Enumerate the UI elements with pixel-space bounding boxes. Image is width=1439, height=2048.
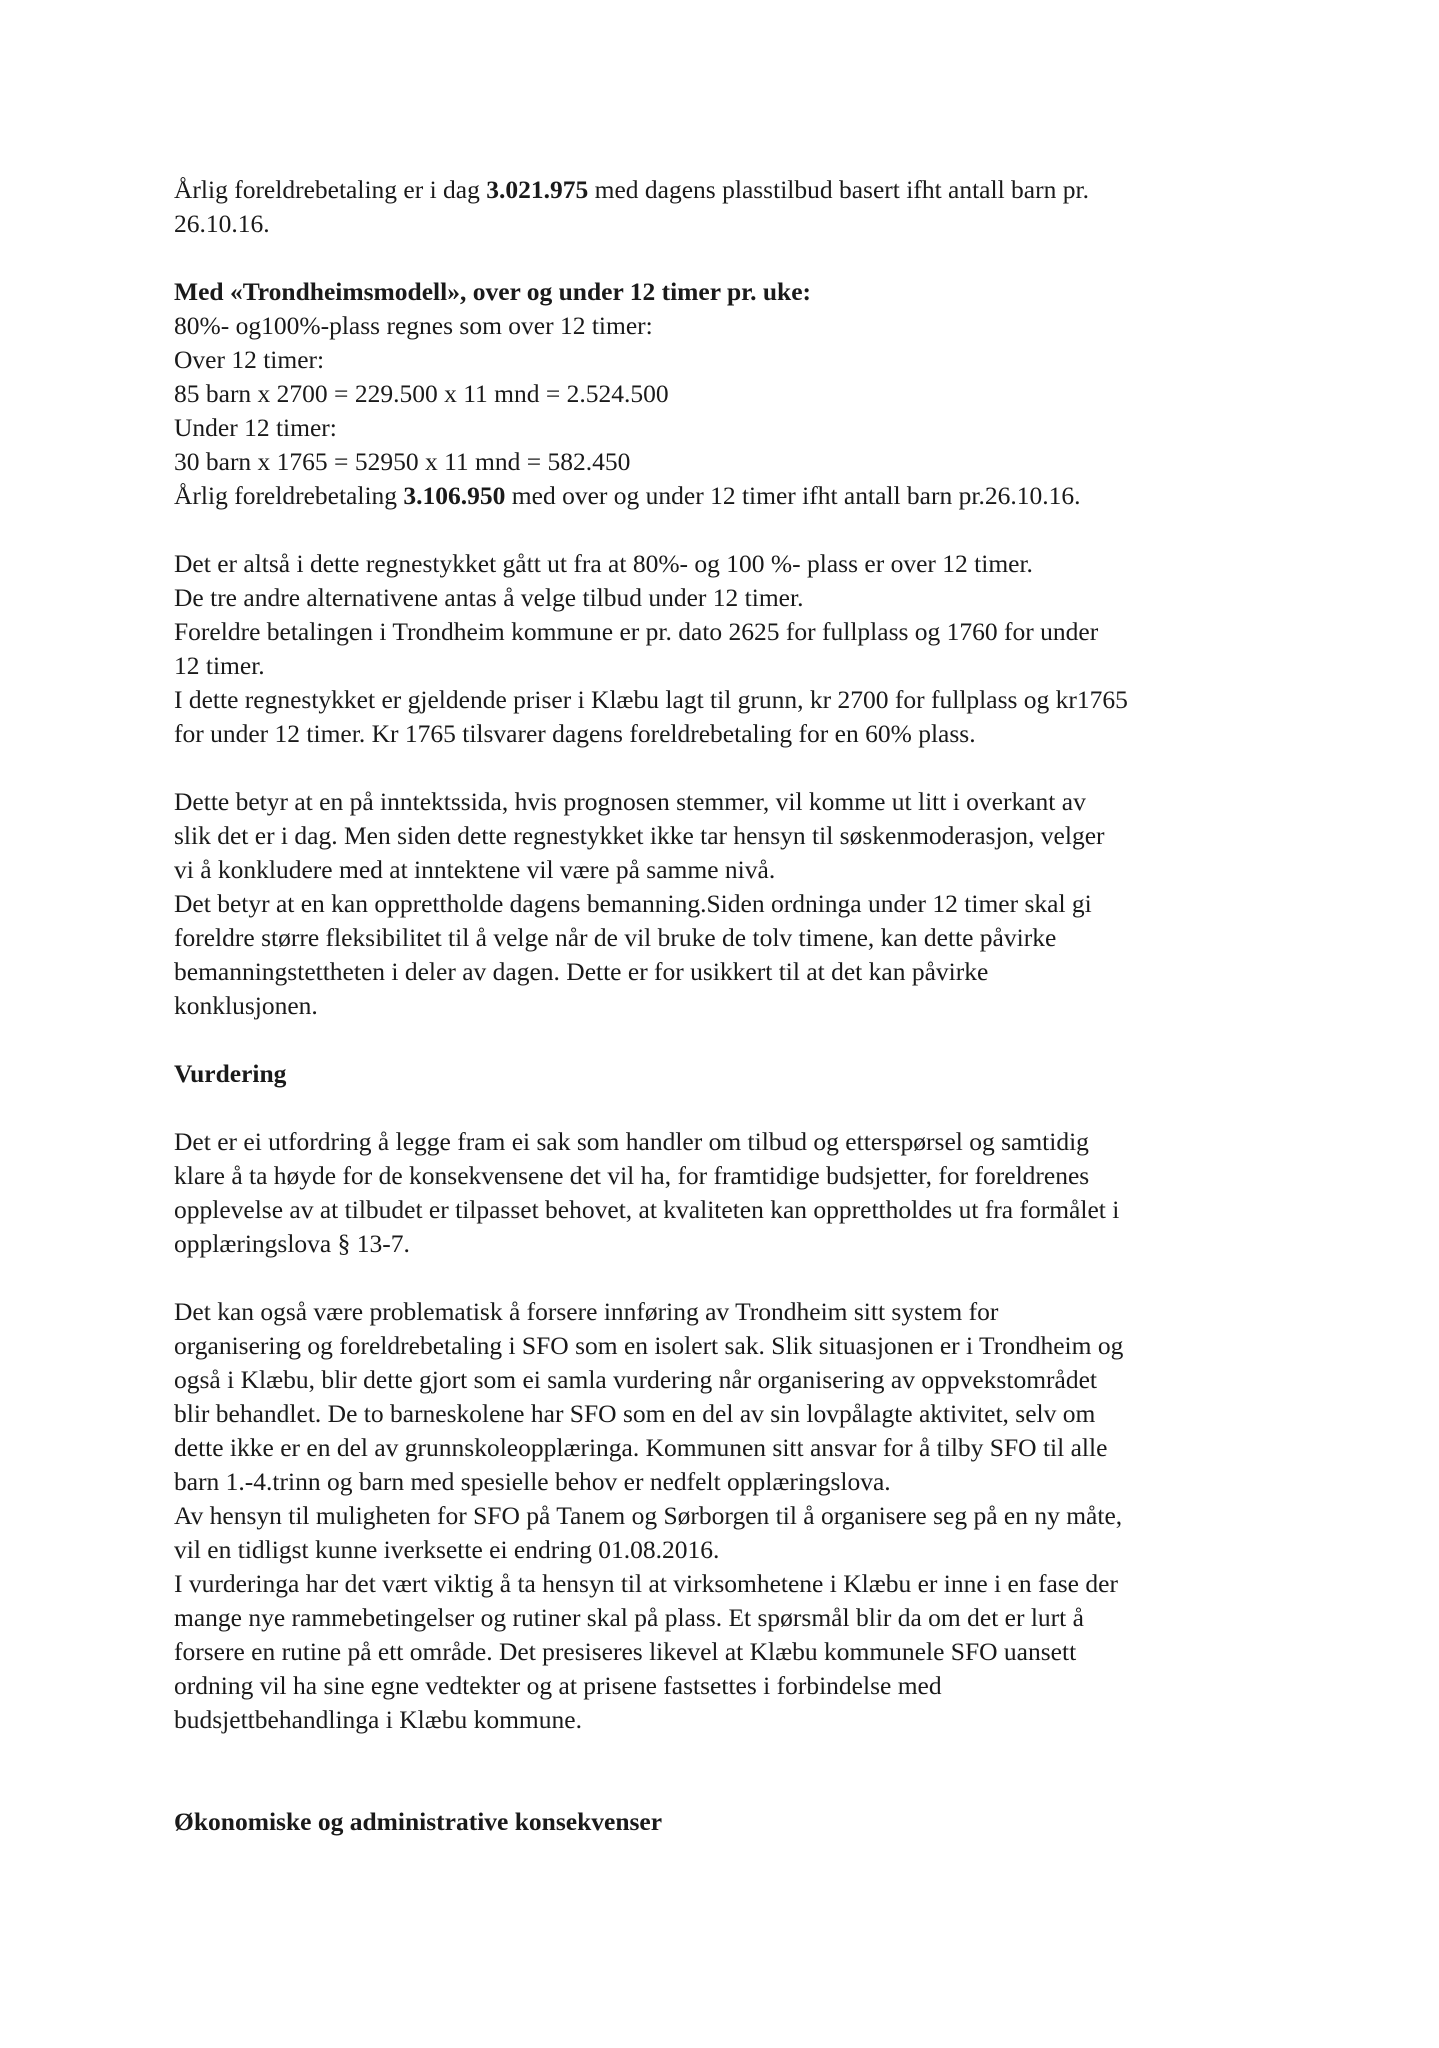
- text-line: Det betyr at en kan opprettholde dagens bemanning.Siden ordninga under 12 timer skal gi: [174, 889, 1092, 918]
- text-line: Det er altså i dette regnestykket gått ut fra at 80%- og 100 %- plass er over 12 timer.: [174, 549, 1033, 578]
- text-line: I dette regnestykket er gjeldende priser i Klæbu lagt til grunn, kr 2700 for fullplass og kr1765: [174, 685, 1128, 714]
- text-line: opplevelse av at tilbudet er tilpasset behovet, at kvaliteten kan opprettholdes ut fra formålet i: [174, 1195, 1120, 1224]
- text-run: Årlig foreldrebetaling er i dag: [174, 175, 487, 204]
- text-line: 30 barn x 1765 = 52950 x 11 mnd = 582.450: [174, 447, 631, 476]
- text-line: Over 12 timer:: [174, 345, 325, 374]
- text-line: barn 1.-4.trinn og barn med spesielle behov er nedfelt opplæringslova.: [174, 1467, 891, 1496]
- text-line: ordning vil ha sine egne vedtekter og at prisene fastsettes i forbindelse med: [174, 1671, 942, 1700]
- text-line: foreldre større fleksibilitet til å velge når de vil bruke de tolv timene, kan dette påvirke: [174, 923, 1057, 952]
- text-line: vi å konkludere med at inntektene vil være på samme nivå.: [174, 855, 776, 884]
- text-line: Av hensyn til muligheten for SFO på Tanem og Sørborgen til å organisere seg på en ny måte,: [174, 1501, 1123, 1530]
- text-line: klare å ta høyde for de konsekvensene det vil ha, for framtidige budsjetter, for foreldrenes: [174, 1161, 1090, 1190]
- text-line: blir behandlet. De to barneskolene har SFO som en del av sin lovpålagte aktivitet, selv om: [174, 1399, 1096, 1428]
- paragraph-income-conclusion: [174, 785, 1264, 1023]
- text-line: dette ikke er en del av grunnskoleopplæringa. Kommunen sitt ansvar for å tilby SFO til alle: [174, 1433, 1108, 1462]
- text-line: konklusjonen.: [174, 991, 318, 1020]
- section-heading-trondheim-model: Med «Trondheimsmodell», over og under 12 timer pr. uke:: [174, 277, 812, 306]
- text-run: med dagens plasstilbud basert ifht antall barn pr.: [588, 175, 1089, 204]
- text-line: Det kan også være problematisk å forsere innføring av Trondheim sitt system for: [174, 1297, 999, 1326]
- paragraph-vurdering-1: [174, 1125, 1264, 1261]
- text-line: opplæringslova § 13-7.: [174, 1229, 410, 1258]
- text-line: Under 12 timer:: [174, 413, 337, 442]
- text-line: også i Klæbu, blir dette gjort som ei samla vurdering når organisering av oppvekstområdet: [174, 1365, 1097, 1394]
- section-heading-vurdering: Vurdering: [174, 1059, 287, 1088]
- paragraph-vurdering-2: [174, 1295, 1264, 1737]
- text-line: forsere en rutine på ett område. Det presiseres likevel at Klæbu kommunele SFO uansett: [174, 1637, 1077, 1666]
- document-body: [174, 173, 1264, 1839]
- text-line: vil en tidligst kunne iverksette ei endring 01.08.2016.: [174, 1535, 720, 1564]
- section-heading-okonomiske-konsekvenser: Økonomiske og administrative konsekvenser: [174, 1807, 663, 1836]
- text-line: slik det er i dag. Men siden dette regnestykket ikke tar hensyn til søskenmoderasjon, velger: [174, 821, 1105, 850]
- text-line: for under 12 timer. Kr 1765 tilsvarer dagens foreldrebetaling for en 60% plass.: [174, 719, 976, 748]
- text-line: I vurderinga har det vært viktig å ta hensyn til at virksomhetene i Klæbu er inne i en fase der: [174, 1569, 1118, 1598]
- text-line: De tre andre alternativene antas å velge tilbud under 12 timer.: [174, 583, 804, 612]
- text-line: 85 barn x 2700 = 229.500 x 11 mnd = 2.524.500: [174, 379, 669, 408]
- text-line: 80%- og100%-plass regnes som over 12 timer:: [174, 311, 653, 340]
- text-line: Dette betyr at en på inntektssida, hvis prognosen stemmer, vil komme ut litt i overkant av: [174, 787, 1086, 816]
- paragraph-annual-fee: [174, 173, 1264, 241]
- text-line: [174, 479, 1264, 513]
- text-line: budsjettbehandlinga i Klæbu kommune.: [174, 1705, 582, 1734]
- paragraph-assumptions: [174, 547, 1264, 751]
- text-run: med over og under 12 timer ifht antall barn pr.26.10.16.: [505, 481, 1081, 510]
- text-line: Foreldre betalingen i Trondheim kommune er pr. dato 2625 for fullplass og 1760 for under: [174, 617, 1099, 646]
- text-line: organisering og foreldrebetaling i SFO som en isolert sak. Slik situasjonen er i Trondheim og: [174, 1331, 1124, 1360]
- text-line: 12 timer.: [174, 651, 265, 680]
- text-line: mange nye rammebetingelser og rutiner skal på plass. Et spørsmål blir da om det er lurt å: [174, 1603, 1084, 1632]
- annual-fee-amount: 3.021.975: [486, 175, 589, 204]
- paragraph-trondheim-model: [174, 275, 1264, 513]
- annual-fee-new-amount: 3.106.950: [403, 481, 506, 510]
- text-line: [174, 173, 1264, 207]
- text-line: Det er ei utfordring å legge fram ei sak som handler om tilbud og etterspørsel og samtidig: [174, 1127, 1089, 1156]
- text-line: bemanningstettheten i deler av dagen. Dette er for usikkert til at det kan påvirke: [174, 957, 989, 986]
- text-run: Årlig foreldrebetaling: [174, 481, 404, 510]
- text-line: 26.10.16.: [174, 209, 270, 238]
